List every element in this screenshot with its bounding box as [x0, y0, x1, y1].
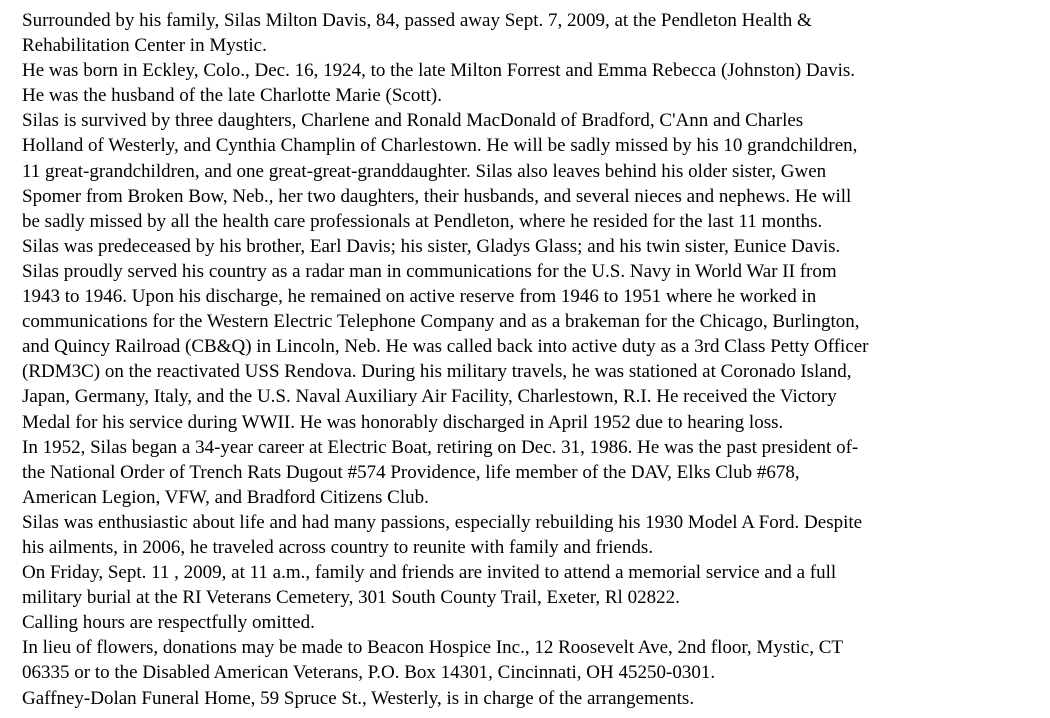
text-line: (RDM3C) on the reactivated USS Rendova. During his military travels, he was stationed at Coronado Island,	[22, 361, 852, 383]
text-line: Gaffney-Dolan Funeral Home, 59 Spruce St., Westerly, is in charge of the arrangements.	[22, 687, 695, 709]
text-line: Holland of Westerly, and Cynthia Champlin of Charlestown. He will be sadly missed by his 10 grandchildren,	[22, 135, 858, 157]
text-line: 1943 to 1946. Upon his discharge, he remained on active reserve from 1946 to 1951 where he worked in	[22, 286, 817, 308]
text-line: Silas is survived by three daughters, Charlene and Ronald MacDonald of Bradford, C'Ann and Charles	[22, 110, 804, 132]
text-line: Silas proudly served his country as a radar man in communications for the U.S. Navy in World War II from	[22, 260, 837, 282]
text-line: his ailments, in 2006, he traveled across country to reunite with family and friends.	[22, 536, 654, 558]
text-line: Japan, Germany, Italy, and the U.S. Naval Auxiliary Air Facility, Charlestown, R.I. He received the Victory	[22, 386, 837, 408]
text-line: communications for the Western Electric Telephone Company and as a brakeman for the Chicago, Burlington,	[22, 311, 860, 333]
text-line: On Friday, Sept. 11 , 2009, at 11 a.m., family and friends are invited to attend a memorial service and a full	[22, 562, 837, 584]
text-line: the National Order of Trench Rats Dugout #574 Providence, life member of the DAV, Elks Club #678,	[22, 461, 800, 483]
text-line: and Quincy Railroad (CB&Q) in Lincoln, Neb. He was called back into active duty as a 3rd Class Petty Officer	[22, 336, 869, 358]
text-line: Silas was enthusiastic about life and had many passions, especially rebuilding his 1930 Model A Ford. Despite	[22, 511, 863, 533]
text-line: Calling hours are respectfully omitted.	[22, 612, 315, 634]
text-line: He was born in Eckley, Colo., Dec. 16, 1924, to the late Milton Forrest and Emma Rebecca (Johnston) Davis.	[22, 60, 856, 82]
text-line: military burial at the RI Veterans Cemetery, 301 South County Trail, Exeter, Rl 02822.	[22, 587, 680, 609]
text-line: Medal for his service during WWII. He was honorably discharged in April 1952 due to hearing loss.	[22, 411, 784, 433]
text-line: Silas was predeceased by his brother, Earl Davis; his sister, Gladys Glass; and his twin sister, Eunice Davis.	[22, 235, 841, 257]
text-line: In lieu of flowers, donations may be made to Beacon Hospice Inc., 12 Roosevelt Ave, 2nd floor, Mystic, CT	[22, 637, 843, 659]
text-line: 11 great-grandchildren, and one great-great-granddaughter. Silas also leaves behind his older sister, Gwen	[22, 160, 827, 182]
text-line: Rehabilitation Center in Mystic.	[22, 35, 267, 57]
text-line: be sadly missed by all the health care professionals at Pendleton, where he resided for the last 11 months.	[22, 210, 823, 232]
text-line: He was the husband of the late Charlotte Marie (Scott).	[22, 85, 442, 107]
text-line: Surrounded by his family, Silas Milton Davis, 84, passed away Sept. 7, 2009, at the Pendleton Health &	[22, 10, 812, 31]
text-line: 06335 or to the Disabled American Veterans, P.O. Box 14301, Cincinnati, OH 45250-0301.	[22, 662, 716, 684]
text-line: In 1952, Silas began a 34-year career at Electric Boat, retiring on Dec. 31, 1986. He was the past president of-	[22, 436, 859, 458]
text-line: Spomer from Broken Bow, Neb., her two daughters, their husbands, and several nieces and nephews. He will	[22, 185, 852, 207]
text-line: American Legion, VFW, and Bradford Citizens Club.	[22, 486, 429, 508]
